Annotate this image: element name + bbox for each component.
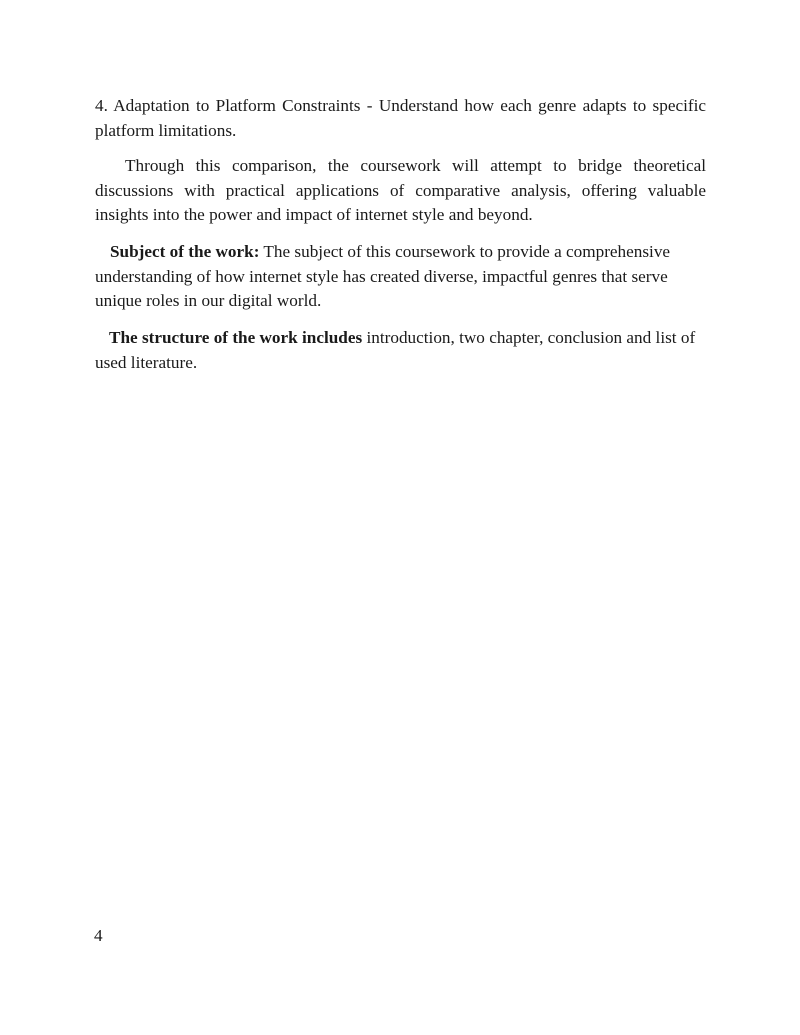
structure-text: introduction, two chapter, conclusion and list of used literature. (95, 328, 696, 372)
page-number: 4 (94, 926, 103, 945)
paragraph-subject (95, 240, 706, 314)
paragraph-platform-constraints: 4. Adaptation to Platform Constraints - Understand how each genre adapts to specific platform limitations. (95, 96, 706, 140)
paragraph-comparison: Through this comparison, the coursework will attempt to bridge theoretical discussions with practical applications of comparative analysis, offering valuable insights into the power and impact of internet style and beyond. (95, 156, 706, 224)
structure-heading: The structure of the work includes (109, 328, 363, 347)
subject-heading: Subject of the work: (110, 242, 260, 261)
subject-text: The subject of this coursework to provide a comprehensive understanding of how internet style has created diverse, impactful genres that serve unique roles in our digital world. (95, 242, 671, 310)
paragraph-structure (95, 326, 706, 375)
